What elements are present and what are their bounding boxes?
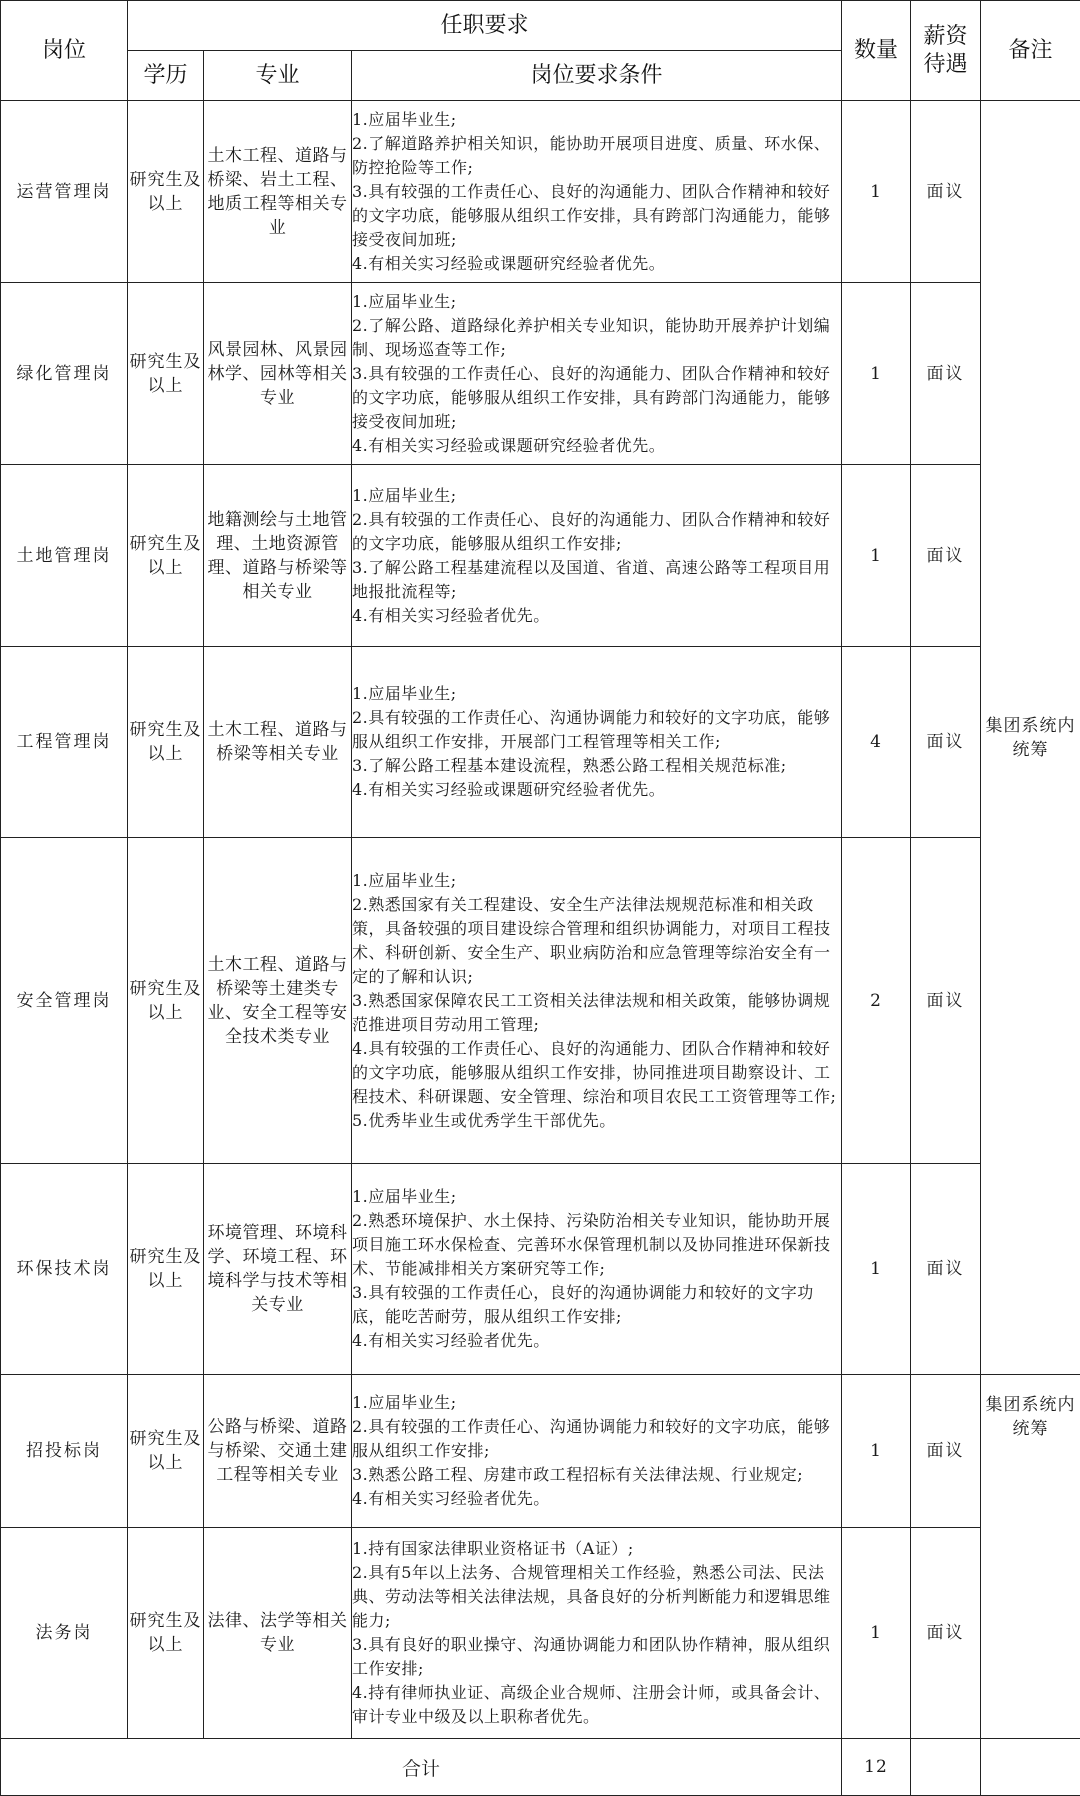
education-cell: 研究生及以上 <box>128 283 204 465</box>
position-cell: 环保技术岗 <box>1 1164 128 1375</box>
header-major: 专业 <box>204 51 352 101</box>
header-position: 岗位 <box>1 1 128 101</box>
condition-line: 2.了解公路、道路绿化养护相关专业知识，能协助开展养护计划编制、现场巡查等工作; <box>352 314 841 362</box>
condition-line: 4.有相关实习经验者优先。 <box>352 1487 841 1511</box>
conditions-cell <box>352 465 842 647</box>
count-cell: 1 <box>842 1164 911 1375</box>
major-cell: 法律、法学等相关专业 <box>204 1528 352 1739</box>
condition-line: 4.有相关实习经验或课题研究经验者优先。 <box>352 778 841 802</box>
major-cell: 环境管理、环境科学、环境工程、环境科学与技术等相关专业 <box>204 1164 352 1375</box>
table-row <box>1 1164 1080 1375</box>
condition-line: 1.应届毕业生; <box>352 484 841 508</box>
condition-line: 3.具有较强的工作责任心，良好的沟通协调能力和较好的文字功底，能吃苦耐劳，服从组织工作安排; <box>352 1281 841 1329</box>
condition-line: 3.了解公路工程基建流程以及国道、省道、高速公路等工程项目用地报批流程等; <box>352 556 841 604</box>
condition-line: 3.具有较强的工作责任心、良好的沟通能力、团队合作精神和较好的文字功底，能够服从组织工作安排，具有跨部门沟通能力，能够接受夜间加班; <box>352 362 841 434</box>
header-conditions: 岗位要求条件 <box>352 51 842 101</box>
condition-line: 2.具有5年以上法务、合规管理相关工作经验，熟悉公司法、民法典、劳动法等相关法律法规，具备良好的分析判断能力和逻辑思维能力; <box>352 1561 841 1633</box>
total-count: 12 <box>842 1739 911 1796</box>
education-cell: 研究生及以上 <box>128 101 204 283</box>
count-cell: 1 <box>842 465 911 647</box>
education-cell: 研究生及以上 <box>128 1164 204 1375</box>
salary-cell: 面议 <box>911 1375 981 1528</box>
position-cell: 安全管理岗 <box>1 838 128 1164</box>
salary-cell: 面议 <box>911 101 981 283</box>
conditions-cell <box>352 647 842 838</box>
condition-line: 1.应届毕业生; <box>352 1391 841 1415</box>
position-cell: 绿化管理岗 <box>1 283 128 465</box>
count-cell: 4 <box>842 647 911 838</box>
education-cell: 研究生及以上 <box>128 465 204 647</box>
salary-cell: 面议 <box>911 1164 981 1375</box>
count-cell: 1 <box>842 283 911 465</box>
condition-line: 4.持有律师执业证、高级企业合规师、注册会计师，或具备会计、审计专业中级及以上职称者优先。 <box>352 1681 841 1729</box>
salary-cell: 面议 <box>911 1528 981 1739</box>
condition-line: 2.熟悉国家有关工程建设、安全生产法律法规规范标准和相关政策，具备较强的项目建设综合管理和组织协调能力，对项目工程技术、科研创新、安全生产、职业病防治和应急管理等综治安全有一定的了解和认识; <box>352 893 841 989</box>
position-cell: 法务岗 <box>1 1528 128 1739</box>
condition-line: 3.具有较强的工作责任心、良好的沟通能力、团队合作精神和较好的文字功底，能够服从组织工作安排，具有跨部门沟通能力，能够接受夜间加班; <box>352 180 841 252</box>
major-cell: 土木工程、道路与桥梁等相关专业 <box>204 647 352 838</box>
header-education: 学历 <box>128 51 204 101</box>
position-cell: 运营管理岗 <box>1 101 128 283</box>
condition-line: 1.应届毕业生; <box>352 290 841 314</box>
salary-cell: 面议 <box>911 465 981 647</box>
remark-cell: 集团系统内统筹 <box>981 1375 1080 1739</box>
total-salary-empty <box>911 1739 981 1796</box>
position-cell: 土地管理岗 <box>1 465 128 647</box>
major-cell: 风景园林、风景园林学、园林等相关专业 <box>204 283 352 465</box>
salary-cell: 面议 <box>911 838 981 1164</box>
condition-line: 4.有相关实习经验或课题研究经验者优先。 <box>352 434 841 458</box>
header-count: 数量 <box>842 1 911 101</box>
condition-line: 3.熟悉公路工程、房建市政工程招标有关法律法规、行业规定; <box>352 1463 841 1487</box>
condition-line: 5.优秀毕业生或优秀学生干部优先。 <box>352 1109 841 1133</box>
table-row <box>1 838 1080 1164</box>
condition-line: 2.具有较强的工作责任心、沟通协调能力和较好的文字功底，能够服从组织工作安排; <box>352 1415 841 1463</box>
remark-cell: 集团系统内统筹 <box>981 101 1080 1375</box>
education-cell: 研究生及以上 <box>128 838 204 1164</box>
conditions-cell <box>352 1164 842 1375</box>
condition-line: 2.熟悉环境保护、水土保持、污染防治相关专业知识，能协助开展项目施工环水保检查、完善环水保管理机制以及协同推进环保新技术、节能减排相关方案研究等工作; <box>352 1209 841 1281</box>
major-cell: 土木工程、道路与桥梁等土建类专业、安全工程等安全技术类专业 <box>204 838 352 1164</box>
total-label: 合计 <box>1 1739 842 1796</box>
count-cell: 1 <box>842 101 911 283</box>
conditions-cell <box>352 1375 842 1528</box>
table-row <box>1 465 1080 647</box>
condition-line: 4.具有较强的工作责任心、良好的沟通能力、团队合作精神和较好的文字功底，能够服从组织工作安排，协同推进项目勘察设计、工程技术、科研课题、安全管理、综治和项目农民工工资管理等工作; <box>352 1037 841 1109</box>
condition-line: 2.具有较强的工作责任心、良好的沟通能力、团队合作精神和较好的文字功底，能够服从组织工作安排; <box>352 508 841 556</box>
total-remark-empty <box>981 1739 1080 1796</box>
major-cell: 地籍测绘与土地管理、土地资源管理、道路与桥梁等相关专业 <box>204 465 352 647</box>
total-row <box>1 1739 1080 1796</box>
table-row <box>1 1375 1080 1528</box>
condition-line: 1.应届毕业生; <box>352 1185 841 1209</box>
condition-line: 3.了解公路工程基本建设流程，熟悉公路工程相关规范标准; <box>352 754 841 778</box>
salary-cell: 面议 <box>911 647 981 838</box>
position-cell: 招投标岗 <box>1 1375 128 1528</box>
table-row <box>1 647 1080 838</box>
education-cell: 研究生及以上 <box>128 1528 204 1739</box>
condition-line: 3.熟悉国家保障农民工工资相关法律法规和相关政策，能够协调规范推进项目劳动用工管理; <box>352 989 841 1037</box>
position-cell: 工程管理岗 <box>1 647 128 838</box>
condition-line: 3.具有良好的职业操守、沟通协调能力和团队协作精神，服从组织工作安排; <box>352 1633 841 1681</box>
condition-line: 2.了解道路养护相关知识，能协助开展项目进度、质量、环水保、防控抢险等工作; <box>352 132 841 180</box>
table-row <box>1 283 1080 465</box>
count-cell: 1 <box>842 1528 911 1739</box>
condition-line: 4.有相关实习经验或课题研究经验者优先。 <box>352 252 841 276</box>
education-cell: 研究生及以上 <box>128 1375 204 1528</box>
condition-line: 1.应届毕业生; <box>352 869 841 893</box>
education-cell: 研究生及以上 <box>128 647 204 838</box>
conditions-cell <box>352 1528 842 1739</box>
header-requirements: 任职要求 <box>128 1 842 51</box>
header-remark: 备注 <box>981 1 1080 101</box>
count-cell: 2 <box>842 838 911 1164</box>
conditions-cell <box>352 838 842 1164</box>
major-cell: 土木工程、道路与桥梁、岩土工程、地质工程等相关专业 <box>204 101 352 283</box>
salary-cell: 面议 <box>911 283 981 465</box>
header-salary: 薪资待遇 <box>911 1 981 101</box>
count-cell: 1 <box>842 1375 911 1528</box>
table-row <box>1 101 1080 283</box>
condition-line: 4.有相关实习经验者优先。 <box>352 1329 841 1353</box>
table-row <box>1 1528 1080 1739</box>
condition-line: 4.有相关实习经验者优先。 <box>352 604 841 628</box>
condition-line: 1.应届毕业生; <box>352 682 841 706</box>
condition-line: 2.具有较强的工作责任心、沟通协调能力和较好的文字功底，能够服从组织工作安排，开展部门工程管理等相关工作; <box>352 706 841 754</box>
conditions-cell <box>352 101 842 283</box>
condition-line: 1.应届毕业生; <box>352 108 841 132</box>
major-cell: 公路与桥梁、道路与桥梁、交通土建工程等相关专业 <box>204 1375 352 1528</box>
conditions-cell <box>352 283 842 465</box>
condition-line: 1.持有国家法律职业资格证书（A证）; <box>352 1537 841 1561</box>
